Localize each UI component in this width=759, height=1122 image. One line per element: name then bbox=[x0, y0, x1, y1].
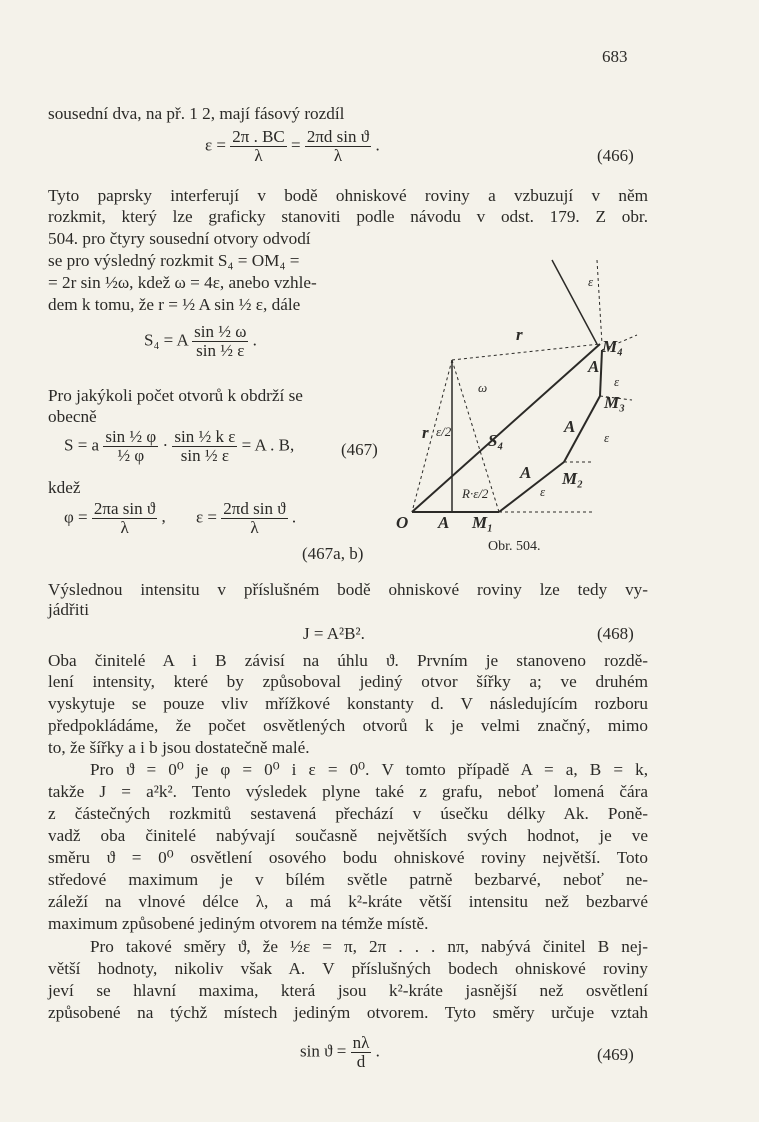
equation-469 bbox=[300, 1034, 380, 1071]
text-line: vyskytuje se pouze vliv mřížkové konstanty d. V následujícím rozboru bbox=[48, 694, 648, 713]
eq-sep: , bbox=[161, 507, 166, 527]
label-o: O bbox=[396, 513, 409, 532]
eq-lhs: ε = bbox=[205, 135, 226, 155]
denominator: λ bbox=[254, 146, 263, 165]
denominator: ½ φ bbox=[117, 446, 145, 465]
label-epsilon: ε bbox=[604, 430, 610, 445]
label-epsilon: ε bbox=[614, 374, 620, 389]
text-line: lení intensity, které by způsoboval jediný otvor šířky a; ve druhém bbox=[48, 672, 648, 691]
text-line: Pro jakýkoli počet otvorů k obdrží se bbox=[48, 386, 303, 405]
label-epsilon: ε bbox=[588, 274, 594, 289]
denominator: λ bbox=[333, 146, 343, 165]
label-a: A bbox=[564, 417, 576, 436]
page-number: 683 bbox=[602, 47, 628, 66]
text-line: maximum způsobené jediným otvorem na témže místě. bbox=[48, 914, 429, 933]
text-line: Pro takové směry ϑ, že ½ε = π, 2π . . . nπ, nabývá činitel B nej- bbox=[90, 937, 648, 956]
label-a: A bbox=[588, 357, 600, 376]
text-line: kdež bbox=[48, 478, 81, 497]
text-line: jeví se hlavní maxima, která jsou k²-kráte jasnější než osvětlení bbox=[48, 981, 648, 1000]
eq-lhs: sin ϑ = bbox=[300, 1041, 347, 1061]
text-line: středové maximum je v bílém světle patrně bezbarvé, neboť ne- bbox=[48, 870, 648, 889]
denominator: λ bbox=[250, 518, 259, 537]
fraction bbox=[92, 500, 157, 537]
label-r: r bbox=[422, 423, 429, 442]
denominator: λ bbox=[120, 518, 129, 537]
text-line: záleží na vlnové délce λ, a má k²-kráte větší intensitu než bezbarvé bbox=[48, 892, 648, 911]
denominator: sin ½ ε bbox=[180, 446, 230, 465]
label-s4: S₄ bbox=[488, 431, 504, 450]
eq-dot: · bbox=[162, 435, 169, 455]
eq-sign: = bbox=[291, 135, 301, 155]
equation-number-468: (468) bbox=[597, 624, 634, 643]
equation-466 bbox=[205, 128, 380, 165]
numerator: sin ½ ω bbox=[194, 322, 247, 341]
equation-467a bbox=[64, 500, 296, 537]
label-m1: M₁ bbox=[472, 513, 494, 532]
fraction bbox=[351, 1034, 372, 1071]
eq-end: . bbox=[375, 1041, 380, 1061]
text-line: z částečných rozkmitů sestavená přechází v úsečku délky Ak. Poně- bbox=[48, 804, 648, 823]
text-line: způsobené na týchž místech jediným otvorem. Tyto směry určuje vztah bbox=[48, 1003, 648, 1022]
text-line: = 2r sin ½ω, kdež ω = 4ε, anebo vzhle- bbox=[48, 273, 317, 292]
fraction bbox=[192, 323, 248, 360]
eq-lhs: S₄ = A bbox=[144, 330, 188, 350]
denominator: d bbox=[356, 1052, 366, 1071]
label-r: r bbox=[516, 325, 523, 344]
segment-a3 bbox=[600, 350, 602, 396]
eq-end: . bbox=[375, 135, 380, 155]
text-line: 504. pro čtyry sousední otvory odvodí bbox=[48, 229, 311, 248]
equation-s4 bbox=[144, 323, 257, 360]
label-m3: M₃ bbox=[604, 393, 626, 412]
numerator: 2π . BC bbox=[232, 127, 285, 146]
equation-number-467a: (467a, b) bbox=[302, 544, 364, 563]
label-a: A bbox=[438, 513, 450, 532]
label-r-epsilon-half: R·ε/2 bbox=[462, 486, 489, 501]
label-a: A bbox=[520, 463, 532, 482]
text-line: předpokládáme, že počet osvětlených otvorů k je velmi značný, mimo bbox=[48, 716, 648, 735]
equation-467 bbox=[64, 428, 294, 465]
eq-rhs: = A . B, bbox=[241, 435, 295, 455]
numerator: 2πd sin ϑ bbox=[223, 499, 286, 518]
fraction bbox=[221, 500, 287, 537]
text-line: to, že šířky a i b jsou dostatečně malé. bbox=[48, 738, 310, 757]
text-line: obecně bbox=[48, 407, 97, 426]
numerator: 2πd sin ϑ bbox=[306, 127, 370, 146]
eq-end: . bbox=[252, 330, 257, 350]
label-omega: ω bbox=[478, 380, 488, 395]
text-line: rozkmit, který lze graficky stanoviti podle návodu v odst. 179. Z obr. bbox=[48, 207, 648, 226]
line-edge bbox=[552, 260, 597, 344]
label-epsilon-half: ε/2 bbox=[436, 424, 452, 439]
text-line: se pro výsledný rozkmit S₄ = OM₄ = bbox=[48, 251, 300, 270]
fraction bbox=[172, 428, 237, 465]
fraction bbox=[230, 128, 287, 165]
equation-number-467: (467) bbox=[341, 440, 378, 459]
text-line: Oba činitelé A i B závisí na úhlu ϑ. Prvním je stanoveno rozdě- bbox=[48, 651, 648, 670]
text-line: větší hodnoty, nikoliv však A. V příslušných bodech ohniskové roviny bbox=[48, 959, 648, 978]
segment-a1 bbox=[499, 462, 564, 512]
numerator: 2πa sin ϑ bbox=[93, 499, 156, 518]
extension-line bbox=[597, 260, 602, 344]
equation-468: J = A²B². bbox=[303, 624, 365, 643]
figure-504 bbox=[392, 240, 672, 560]
text-line: dem k tomu, že r = ½ A sin ½ ε, dále bbox=[48, 295, 301, 314]
text-line: jádřiti bbox=[48, 600, 90, 619]
text-line: Tyto paprsky interferují v bodě ohniskové roviny a vzbuzují v něm bbox=[48, 186, 648, 205]
label-m4: M₄ bbox=[602, 337, 624, 356]
equation-number-466: (466) bbox=[597, 146, 634, 165]
label-m2: M₂ bbox=[562, 469, 584, 488]
radius-r-top bbox=[452, 344, 600, 360]
eq-lhs: φ = bbox=[64, 507, 88, 527]
fraction bbox=[305, 128, 371, 165]
text-line: vadž oba činitelé nabývají současně největších svých hodnot, je ve bbox=[48, 826, 648, 845]
text-line: směru ϑ = 0⁰ osvětlení osového bodu ohniskové roviny největší. Toto bbox=[48, 848, 648, 867]
denominator: sin ½ ε bbox=[196, 341, 245, 360]
text-line: sousední dva, na př. 1 2, mají fásový rozdíl bbox=[48, 104, 345, 123]
label-epsilon: ε bbox=[540, 484, 546, 499]
eq-lhs: ε = bbox=[196, 507, 218, 527]
numerator: nλ bbox=[352, 1033, 370, 1052]
numerator: sin ½ k ε bbox=[174, 427, 236, 446]
eq-end: . bbox=[291, 507, 297, 527]
figure-caption: Obr. 504. bbox=[488, 539, 541, 554]
fraction bbox=[103, 428, 158, 465]
text-line: Pro ϑ = 0⁰ je φ = 0⁰ i ε = 0⁰. V tomto případě A = a, B = k, bbox=[90, 760, 648, 779]
text-line: Výslednou intensitu v příslušném bodě ohniskové roviny lze tedy vy- bbox=[48, 580, 648, 599]
text-line: takže J = a²k². Tento výsledek plyne také z grafu, neboť lomená čára bbox=[48, 782, 648, 801]
numerator: sin ½ φ bbox=[105, 427, 157, 446]
eq-lhs: S = a bbox=[64, 435, 100, 455]
equation-number-469: (469) bbox=[597, 1045, 634, 1064]
